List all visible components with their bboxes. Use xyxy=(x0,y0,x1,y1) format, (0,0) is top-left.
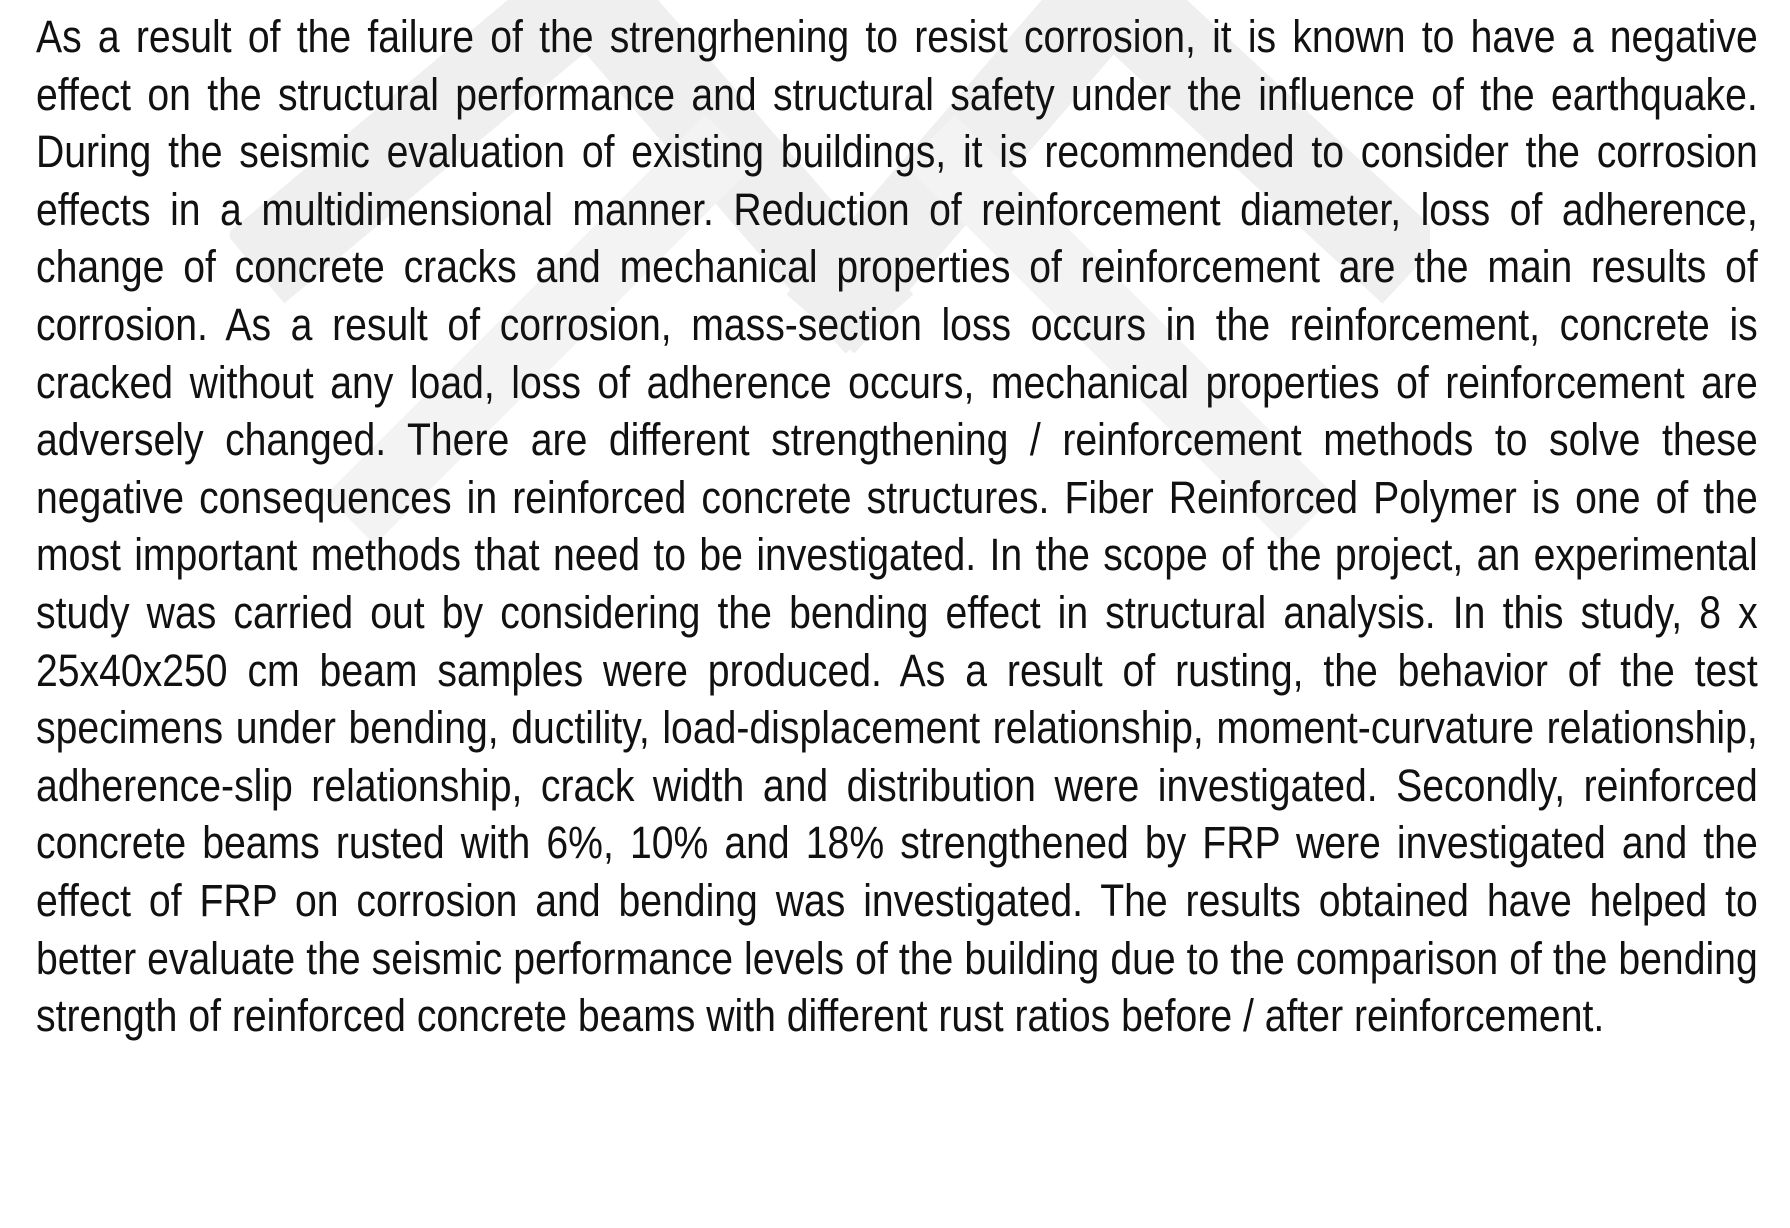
abstract-paragraph: As a result of the failure of the strengrhening to resist corrosion, it is known to have a negative effect on the structural performance and structural safety under the influence of the earthquake. During the seismic evaluation of existing buildings, it is recommended to consider the corrosion effects in a multidimensional manner. Reduction of reinforcement diameter, loss of adherence, change of concrete cracks and mechanical properties of reinforcement are the main results of corrosion. As a result of corrosion, mass-section loss occurs in the reinforcement, concrete is cracked without any load, loss of adherence occurs, mechanical properties of reinforcement are adversely changed. There are different strengthening / reinforcement methods to solve these negative consequences in reinforced concrete structures. Fiber Reinforced Polymer is one of the most important methods that need to be investigated. In the scope of the project, an experimental study was carried out by considering the bending effect in structural analysis. In this study, 8 x 25x40x250 cm beam samples were produced. As a result of rusting, the behavior of the test specimens under bending, ductility, load-displacement relationship, moment-curvature relationship, adherence-slip relationship, crack width and distribution were investigated. Secondly, reinforced concrete beams rusted with 6%, 10% and 18% strengthened by FRP were investigated and the effect of FRP on corrosion and bending was investigated. The results obtained have helped to better evaluate the seismic performance levels of the building due to the comparison of the bending strength of reinforced concrete beams with different rust ratios before / after reinforcement. xyxy=(36,11,1758,1042)
document-page xyxy=(36,8,1758,1045)
